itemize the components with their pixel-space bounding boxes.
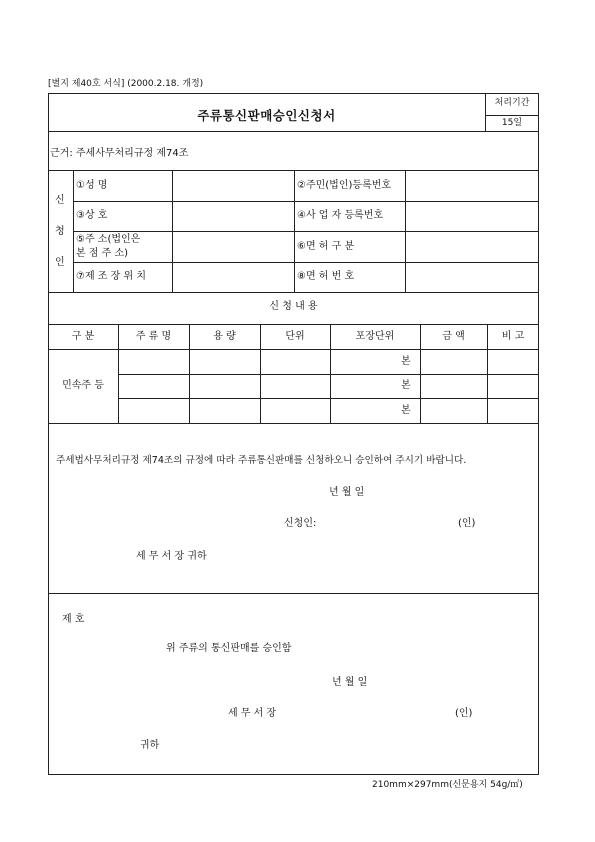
col-header-unit: 단위 <box>285 331 305 342</box>
field-trade-name-label: ③상 호 <box>76 210 108 221</box>
applicant-side-label-1: 신 <box>55 195 65 206</box>
col-header-liquor-name: 주 류 명 <box>135 331 172 342</box>
package-unit-suffix: 본 <box>401 405 411 416</box>
field-resident-number-label: ②주민(법인)등록번호 <box>297 180 392 191</box>
approval-seal: (인) <box>455 708 473 719</box>
field-address-label-2: 본 점 주 소) <box>76 248 129 259</box>
package-unit-suffix: 본 <box>401 380 411 391</box>
processing-period-value: 15일 <box>501 118 523 128</box>
application-date: 년 월 일 <box>329 487 365 498</box>
field-name-label: ①성 명 <box>76 180 108 191</box>
col-header-package-unit: 포장단위 <box>355 331 395 342</box>
package-unit-suffix: 본 <box>401 356 411 367</box>
approval-recipient: 귀하 <box>140 740 160 751</box>
form-number-note: [별지 제40호 서식] (2000.2.18. 개정) <box>48 79 204 89</box>
applicant-side-label-3: 인 <box>55 257 65 268</box>
content-section-title: 신 청 내 용 <box>269 301 318 312</box>
col-header-remarks: 비 고 <box>501 331 525 342</box>
category-folk-liquor: 민속주 등 <box>62 380 104 391</box>
approval-statement: 위 주류의 통신판매를 승인함 <box>166 643 292 654</box>
applicant-seal: (인) <box>458 518 476 529</box>
addressee-tax-office: 세 무 서 장 귀하 <box>136 551 207 562</box>
applicant-side-label-2: 청 <box>55 226 65 237</box>
col-header-category: 구 분 <box>71 331 95 342</box>
field-license-number-label: ⑧면 허 번 호 <box>297 271 355 282</box>
field-business-number-label: ④사 업 자 등록번호 <box>297 210 384 221</box>
processing-period-label: 처리기간 <box>494 98 530 108</box>
paper-spec-footer: 210mm×297mm(신문용지 54g/㎡) <box>372 780 523 790</box>
approval-officer: 세 무 서 장 <box>228 708 277 719</box>
applicant-signature-label: 신청인: <box>284 518 317 529</box>
field-factory-location-label: ⑦제 조 장 위 치 <box>76 271 146 282</box>
field-address-label: ⑤주 소(법인은 <box>76 234 141 245</box>
form-title: 주류통신판매승인신청서 <box>197 108 336 123</box>
col-header-amount: 금 액 <box>442 331 465 342</box>
approval-date: 년 월 일 <box>332 677 368 688</box>
col-header-volume: 용 량 <box>213 331 236 342</box>
approval-number: 제 호 <box>62 614 85 625</box>
field-license-type-label: ⑥면 허 구 분 <box>297 241 355 252</box>
request-statement: 주세법사무처리규정 제74조의 규정에 따라 주류통신판매를 신청하오니 승인하여 주시기 바랍니다. <box>56 455 467 466</box>
legal-basis: 근거: 주세사무처리규정 제74조 <box>50 148 189 159</box>
